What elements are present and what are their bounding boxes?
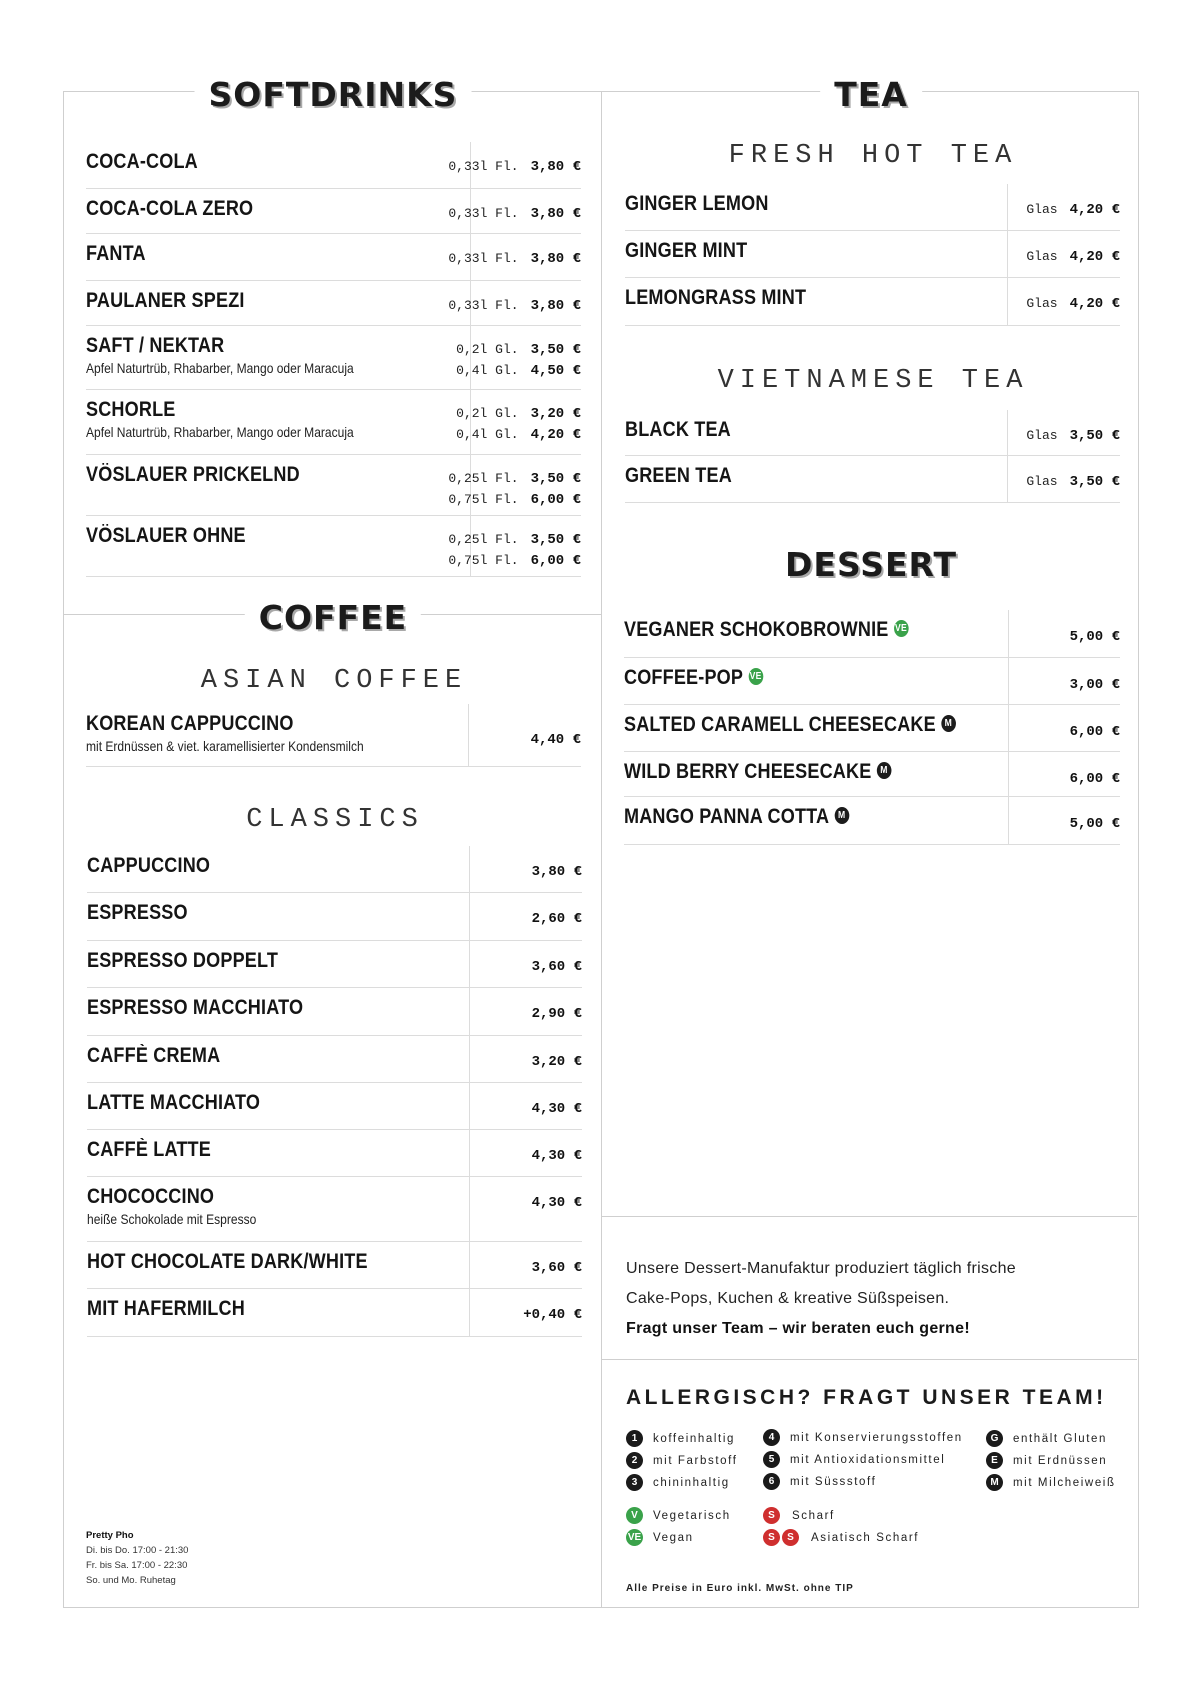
item-name [625, 418, 731, 442]
menu-item-row [624, 610, 1120, 658]
menu-item-row [87, 1242, 582, 1289]
legend-badge-g: G [986, 1430, 1003, 1447]
item-name [87, 901, 188, 925]
item-price: 4,30 € [531, 1101, 582, 1117]
item-price: 3,20 € [530, 406, 581, 422]
item-name [87, 1297, 245, 1321]
milk-protein-badge: M [834, 807, 849, 824]
dessert-info [626, 1254, 1016, 1344]
price-line [532, 1148, 582, 1169]
price-line [448, 532, 581, 553]
item-name-text: FANTA [86, 242, 146, 265]
legend-label-6: mit Süssstoff [790, 1475, 877, 1488]
item-price: 2,60 € [531, 911, 582, 927]
menu-item-row [86, 455, 581, 516]
item-price: 4,20 € [1069, 296, 1120, 312]
vietnamese-tea-title: VIETNAMESE TEA [717, 366, 1029, 396]
dessert-info-line2: Cake-Pops, Kuchen & kreative Süßspeisen. [626, 1290, 950, 1307]
legend-m [986, 1474, 1116, 1491]
price-line [1026, 296, 1120, 317]
price-column-divider [1008, 797, 1009, 844]
legend-label-m: mit Milcheiweiß [1013, 1476, 1116, 1489]
price-line [1026, 474, 1120, 495]
price-line [448, 251, 581, 272]
serving-size: 0,25l Fl. [448, 532, 519, 547]
serving-size: Glas [1026, 474, 1058, 489]
item-price: 3,80 € [530, 206, 581, 222]
legend-1 [626, 1430, 735, 1447]
price-column [1026, 249, 1120, 270]
item-price: 4,20 € [530, 427, 581, 443]
price-column [1026, 296, 1120, 317]
legend-badge-m: M [986, 1474, 1003, 1491]
price-column-divider [1008, 705, 1009, 751]
item-price: 6,00 € [1069, 771, 1120, 787]
price-column [448, 251, 581, 272]
legend-badge-3: 3 [626, 1474, 643, 1491]
price-line [448, 471, 581, 492]
item-name-text: ESPRESSO MACCHIATO [87, 996, 304, 1019]
legend-label-2: mit Farbstoff [653, 1454, 738, 1467]
serving-size: Glas [1026, 249, 1058, 264]
item-price: 4,50 € [530, 363, 581, 379]
price-line [523, 1307, 582, 1328]
price-column-divider [469, 1289, 470, 1336]
menu-item-row [625, 184, 1120, 231]
item-name-text: CAPPUCCINO [87, 854, 211, 877]
price-column-divider [469, 1177, 470, 1241]
price-line [532, 1195, 582, 1216]
serving-size: 0,2l Gl. [456, 342, 519, 357]
price-line [1070, 677, 1120, 698]
menu-item-row [625, 456, 1120, 503]
item-name-text: GREEN TEA [625, 464, 732, 487]
menu-item-row [625, 231, 1120, 278]
price-column [448, 471, 581, 513]
price-column [1026, 202, 1120, 223]
legend-badge-1: 1 [626, 1430, 643, 1447]
softdrinks-list [86, 142, 581, 577]
menu-item-row [86, 704, 581, 767]
price-column-divider [469, 1036, 470, 1082]
center-divider [601, 91, 602, 1607]
item-name-text: COCA-COLA [86, 150, 198, 173]
price-column [448, 159, 581, 180]
serving-size: 0,2l Gl. [456, 406, 519, 421]
price-column-divider [469, 1083, 470, 1129]
price-column [448, 298, 581, 319]
price-line [1026, 249, 1120, 270]
item-price: 2,90 € [531, 1006, 582, 1022]
price-column-divider [469, 988, 470, 1035]
legend-badge-5: 5 [763, 1451, 780, 1468]
legend-g [986, 1430, 1107, 1447]
price-column-divider [1007, 456, 1008, 502]
menu-item-row [624, 658, 1120, 705]
price-line [531, 732, 581, 753]
item-name [625, 192, 769, 216]
legend-badge-6: 6 [763, 1473, 780, 1490]
item-name-text: KOREAN CAPPUCCINO [86, 712, 294, 735]
price-column-divider [469, 893, 470, 940]
legend-badge-e: E [986, 1452, 1003, 1469]
item-name [624, 805, 849, 829]
serving-size: 0,25l Fl. [448, 471, 519, 486]
item-name [86, 712, 294, 736]
serving-size: 0,33l Fl. [448, 251, 519, 266]
item-name-text: VEGANER SCHOKOBROWNIE [624, 618, 889, 641]
dessert-info-line3: Fragt unser Team – wir beraten euch gerne! [626, 1320, 970, 1337]
hours-line1: Di. bis Do. 17:00 - 21:30 [86, 1545, 189, 1556]
allergy-divider [602, 1359, 1137, 1360]
legend-badge-ss-2: S [782, 1529, 799, 1546]
item-description: Apfel Naturtrüb, Rhabarber, Mango oder Maracuja [86, 360, 354, 376]
menu-item-row [87, 1130, 582, 1177]
item-name [86, 242, 146, 266]
item-price: 4,40 € [530, 732, 581, 748]
item-price: 3,20 € [531, 1054, 582, 1070]
price-column [532, 911, 582, 932]
vietnamese-tea-list [625, 410, 1120, 503]
asian-coffee-title: ASIAN COFFEE [200, 666, 468, 696]
price-line [448, 298, 581, 319]
price-column [1070, 771, 1120, 792]
classics-title: CLASSICS [246, 805, 424, 835]
fresh-hot-tea-title: FRESH HOT TEA [728, 141, 1018, 171]
legend-badge-ss-1: S [763, 1529, 780, 1546]
restaurant-name: Pretty Pho [86, 1530, 134, 1541]
item-name-text: MIT HAFERMILCH [87, 1297, 245, 1320]
legend-s [763, 1507, 835, 1524]
price-column [1070, 816, 1120, 837]
price-column-divider [469, 1130, 470, 1176]
menu-item-row [86, 390, 581, 455]
item-name-text: SCHORLE [86, 398, 176, 421]
hours-line3: So. und Mo. Ruhetag [86, 1575, 176, 1586]
vegan-badge: VE [748, 668, 763, 685]
item-price: 6,00 € [1069, 724, 1120, 740]
price-line [448, 553, 581, 574]
legend-badge-s: S [763, 1507, 780, 1524]
item-name [624, 666, 763, 690]
item-price: 3,50 € [1069, 428, 1120, 444]
item-description: Apfel Naturtrüb, Rhabarber, Mango oder Maracuja [86, 424, 354, 440]
dessert-info-line1: Unsere Dessert-Manufaktur produziert täglich frische [626, 1260, 1016, 1277]
item-price: 3,80 € [530, 159, 581, 175]
price-column-divider [1007, 278, 1008, 325]
item-name-text: VÖSLAUER PRICKELND [86, 463, 300, 486]
price-line [1070, 724, 1120, 745]
asian-coffee-list [86, 704, 581, 767]
item-name [86, 150, 198, 174]
price-column-divider [469, 1242, 470, 1288]
item-price: 6,00 € [530, 553, 581, 569]
item-name-text: COCA-COLA ZERO [86, 197, 254, 220]
item-price: 4,20 € [1069, 249, 1120, 265]
item-name-text: GINGER MINT [625, 239, 748, 262]
price-column-divider [1007, 184, 1008, 230]
menu-item-row [87, 1036, 582, 1083]
legend-6 [763, 1473, 876, 1490]
serving-size: 0,75l Fl. [448, 492, 519, 507]
menu-item-row [87, 1177, 582, 1242]
item-name-text: LATTE MACCHIATO [87, 1091, 261, 1114]
legend-v [626, 1507, 731, 1524]
item-price: 3,80 € [530, 251, 581, 267]
price-column [1070, 629, 1120, 650]
item-name-text: BLACK TEA [625, 418, 731, 441]
price-column [532, 1148, 582, 1169]
legend-badge-4: 4 [763, 1429, 780, 1446]
serving-size: Glas [1026, 202, 1058, 217]
price-column [532, 1260, 582, 1281]
tea-title: TEA [820, 75, 922, 115]
price-line [1070, 771, 1120, 792]
item-price: 3,60 € [531, 1260, 582, 1276]
opening-hours [86, 1528, 188, 1588]
milk-protein-badge: M [877, 762, 892, 779]
item-name [624, 713, 956, 737]
price-line [1070, 816, 1120, 837]
vegan-badge: VE [894, 620, 909, 637]
item-name [87, 949, 278, 973]
price-column [523, 1307, 582, 1328]
item-price: 4,30 € [531, 1148, 582, 1164]
menu-item-row [87, 846, 582, 893]
item-name-text: SAFT / NEKTAR [86, 334, 225, 357]
legend-badge-ve: VE [626, 1529, 643, 1546]
item-price: 3,60 € [531, 959, 582, 975]
price-column [1026, 474, 1120, 495]
serving-size: 0,33l Fl. [448, 298, 519, 313]
menu-item-row [86, 281, 581, 326]
price-line [456, 342, 581, 363]
item-name [86, 289, 245, 313]
item-name-text: MANGO PANNA COTTA [624, 805, 830, 828]
legend-label-e: mit Erdnüssen [1013, 1454, 1108, 1467]
price-column-divider [1007, 410, 1008, 455]
legend-label-5: mit Antioxidationsmittel [790, 1453, 946, 1466]
item-name [86, 524, 246, 548]
price-line [532, 911, 582, 932]
legend-e [986, 1452, 1107, 1469]
price-column-divider [1008, 752, 1009, 796]
price-column [532, 1101, 582, 1122]
item-price: 3,80 € [530, 298, 581, 314]
legend-label-v: Vegetarisch [653, 1509, 731, 1522]
price-column [1070, 677, 1120, 698]
price-column-divider [1008, 610, 1009, 657]
menu-item-row [87, 988, 582, 1036]
price-column-divider [469, 941, 470, 987]
menu-item-row [625, 410, 1120, 456]
item-price: 3,50 € [530, 342, 581, 358]
price-line [1070, 629, 1120, 650]
allergy-title: ALLERGISCH? FRAGT UNSER TEAM! [626, 1386, 1107, 1409]
item-name [86, 398, 176, 422]
legend-badge-2: 2 [626, 1452, 643, 1469]
item-name [87, 996, 303, 1020]
price-column [456, 406, 581, 448]
legend-label-g: enthält Gluten [1013, 1432, 1108, 1445]
fresh-tea-list [625, 184, 1120, 326]
menu-item-row [87, 1289, 582, 1337]
item-name [86, 463, 300, 487]
item-price: 5,00 € [1069, 816, 1120, 832]
item-name-text: VÖSLAUER OHNE [86, 524, 246, 547]
item-price: 4,30 € [531, 1195, 582, 1211]
item-price: 3,80 € [531, 864, 582, 880]
item-name [625, 239, 747, 263]
item-name-text: ESPRESSO DOPPELT [87, 949, 279, 972]
price-column [1070, 724, 1120, 745]
item-price: 6,00 € [530, 492, 581, 508]
price-line [448, 206, 581, 227]
item-name-text: LEMONGRASS MINT [625, 286, 807, 309]
price-line [532, 1054, 582, 1075]
price-column-divider [469, 846, 470, 892]
serving-size: 0,33l Fl. [448, 206, 519, 221]
menu-item-row [87, 893, 582, 941]
price-line [456, 406, 581, 427]
legend-5 [763, 1451, 945, 1468]
price-column [456, 342, 581, 384]
milk-protein-badge: M [941, 715, 956, 732]
item-name [624, 760, 891, 784]
item-name-text: PAULANER SPEZI [86, 289, 245, 312]
price-line [456, 363, 581, 384]
item-price: 3,50 € [530, 471, 581, 487]
price-line [532, 864, 582, 885]
legend-label-ss: Asiatisch Scharf [811, 1531, 920, 1544]
legend-ss [763, 1529, 919, 1546]
price-line [448, 159, 581, 180]
price-line [532, 959, 582, 980]
price-column [532, 959, 582, 980]
serving-size: 0,4l Gl. [456, 363, 519, 378]
price-line [1026, 428, 1120, 449]
softdrinks-title: SOFTDRINKS [195, 75, 472, 115]
price-column [532, 1054, 582, 1075]
item-name [87, 854, 210, 878]
price-column [448, 532, 581, 574]
price-column-divider [1008, 658, 1009, 704]
menu-item-row [86, 142, 581, 189]
item-price: 4,20 € [1069, 202, 1120, 218]
item-name-text: CAFFÈ CREMA [87, 1044, 221, 1067]
item-name-text: SALTED CARAMELL CHEESECAKE [624, 713, 936, 736]
legend-label-4: mit Konservierungsstoffen [790, 1431, 963, 1444]
item-description: mit Erdnüssen & viet. karamellisierter Kondensmilch [86, 738, 364, 754]
menu-item-row [624, 797, 1120, 845]
price-line [532, 1260, 582, 1281]
price-column [532, 864, 582, 885]
dessert-info-divider [602, 1216, 1137, 1217]
item-price: 5,00 € [1069, 629, 1120, 645]
item-price: 3,50 € [1069, 474, 1120, 490]
hours-line2: Fr. bis Sa. 17:00 - 22:30 [86, 1560, 188, 1571]
menu-item-row [87, 1083, 582, 1130]
item-name [87, 1250, 368, 1274]
price-column [532, 1006, 582, 1027]
item-name [86, 334, 224, 358]
item-name-text: GINGER LEMON [625, 192, 769, 215]
dessert-list [624, 610, 1120, 845]
item-price: +0,40 € [523, 1307, 582, 1323]
serving-size: Glas [1026, 428, 1058, 443]
price-column [1026, 428, 1120, 449]
item-name-text: ESPRESSO [87, 901, 188, 924]
item-name-text: CHOCOCCINO [87, 1185, 215, 1208]
price-line [456, 427, 581, 448]
menu-item-row [624, 705, 1120, 752]
price-line [448, 492, 581, 513]
classics-list [87, 846, 582, 1337]
item-name [86, 197, 253, 221]
item-name [87, 1044, 220, 1068]
menu-item-row [86, 516, 581, 577]
serving-size: 0,75l Fl. [448, 553, 519, 568]
price-line [532, 1006, 582, 1027]
item-name [87, 1091, 260, 1115]
legend-label-1: koffeinhaltig [653, 1432, 735, 1445]
item-name [87, 1185, 214, 1209]
legend-label-ve: Vegan [653, 1531, 694, 1544]
dessert-title: DESSERT [771, 545, 971, 585]
item-name-text: CAFFÈ LATTE [87, 1138, 211, 1161]
item-price: 3,00 € [1069, 677, 1120, 693]
legend-badge-v: V [626, 1507, 643, 1524]
price-column-divider [468, 704, 469, 766]
price-column [532, 1195, 582, 1216]
item-name [87, 1138, 211, 1162]
price-column [448, 206, 581, 227]
legend-3 [626, 1474, 730, 1491]
price-column-divider [1007, 231, 1008, 277]
menu-item-row [86, 189, 581, 234]
legend-label-s: Scharf [792, 1509, 835, 1522]
item-description: heiße Schokolade mit Espresso [87, 1211, 257, 1227]
item-name-text: HOT CHOCOLATE DARK/WHITE [87, 1250, 368, 1273]
legend-label-3: chininhaltig [653, 1476, 730, 1489]
menu-item-row [624, 752, 1120, 797]
item-name [625, 464, 732, 488]
legend-ve [626, 1529, 694, 1546]
item-name-text: COFFEE-POP [624, 666, 744, 689]
legend-2 [626, 1452, 738, 1469]
item-name-text: WILD BERRY CHEESECAKE [624, 760, 872, 783]
item-name [625, 286, 806, 310]
price-column [531, 732, 581, 753]
price-line [1026, 202, 1120, 223]
price-line [532, 1101, 582, 1122]
price-note: Alle Preise in Euro inkl. MwSt. ohne TIP [626, 1583, 854, 1594]
serving-size: 0,33l Fl. [448, 159, 519, 174]
serving-size: 0,4l Gl. [456, 427, 519, 442]
menu-item-row [86, 234, 581, 281]
item-name [624, 618, 908, 642]
legend-4 [763, 1429, 963, 1446]
menu-item-row [86, 326, 581, 390]
coffee-title: COFFEE [245, 598, 421, 638]
serving-size: Glas [1026, 296, 1058, 311]
menu-item-row [625, 278, 1120, 326]
item-price: 3,50 € [530, 532, 581, 548]
menu-item-row [87, 941, 582, 988]
